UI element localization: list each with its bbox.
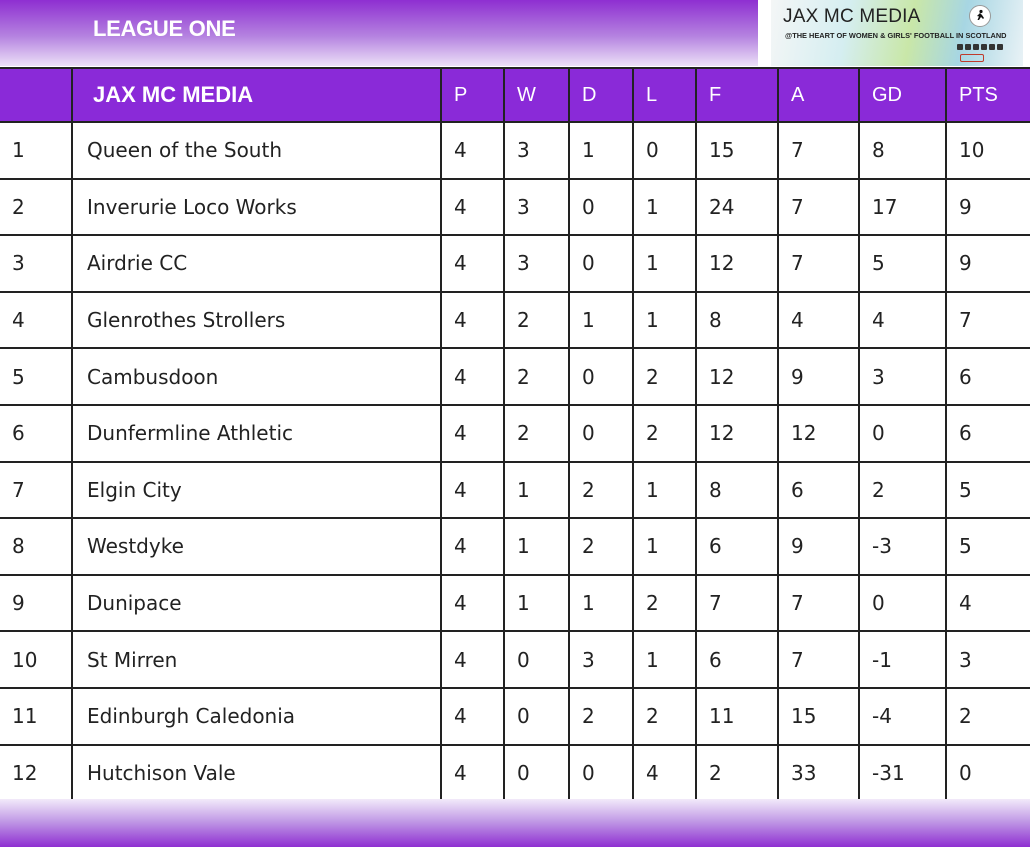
cell-played: 4 bbox=[441, 745, 504, 802]
table-row bbox=[0, 631, 1030, 688]
cell-points: 3 bbox=[946, 631, 1030, 688]
cell-won: 2 bbox=[504, 348, 569, 405]
table-row bbox=[0, 462, 1030, 519]
cell-against: 9 bbox=[778, 518, 859, 575]
cell-lost: 2 bbox=[633, 575, 696, 632]
cell-goal-difference: 0 bbox=[859, 405, 946, 462]
cell-for: 12 bbox=[696, 405, 778, 462]
cell-played: 4 bbox=[441, 348, 504, 405]
cell-goal-difference: -1 bbox=[859, 631, 946, 688]
cell-team: Dunipace bbox=[72, 575, 441, 632]
table-row bbox=[0, 518, 1030, 575]
cell-against: 9 bbox=[778, 348, 859, 405]
column-header-drawn: D bbox=[569, 68, 633, 122]
cell-for: 7 bbox=[696, 575, 778, 632]
cell-position: 11 bbox=[0, 688, 72, 745]
cell-against: 7 bbox=[778, 179, 859, 236]
column-header-played: P bbox=[441, 68, 504, 122]
social-icon bbox=[981, 44, 987, 50]
cell-goal-difference: -4 bbox=[859, 688, 946, 745]
cell-won: 3 bbox=[504, 122, 569, 179]
cell-won: 1 bbox=[504, 518, 569, 575]
cell-against: 6 bbox=[778, 462, 859, 519]
cell-position: 10 bbox=[0, 631, 72, 688]
social-icons bbox=[957, 44, 1003, 50]
cell-lost: 4 bbox=[633, 745, 696, 802]
cell-lost: 2 bbox=[633, 348, 696, 405]
column-header-for: F bbox=[696, 68, 778, 122]
cell-won: 0 bbox=[504, 631, 569, 688]
logo-title: JAX MC MEDIA bbox=[783, 6, 921, 27]
cell-lost: 1 bbox=[633, 462, 696, 519]
cell-team: Dunfermline Athletic bbox=[72, 405, 441, 462]
cell-played: 4 bbox=[441, 631, 504, 688]
cell-position: 5 bbox=[0, 348, 72, 405]
cell-points: 6 bbox=[946, 348, 1030, 405]
table-row bbox=[0, 179, 1030, 236]
cell-against: 4 bbox=[778, 292, 859, 349]
cell-points: 6 bbox=[946, 405, 1030, 462]
league-title: LEAGUE ONE bbox=[93, 16, 236, 41]
cell-played: 4 bbox=[441, 462, 504, 519]
player-silhouette-icon bbox=[974, 9, 986, 21]
column-header-against: A bbox=[778, 68, 859, 122]
logo-tagline: @THE HEART OF WOMEN & GIRLS' FOOTBALL IN SCOTLAND bbox=[785, 31, 1007, 40]
cell-for: 12 bbox=[696, 235, 778, 292]
cell-won: 0 bbox=[504, 745, 569, 802]
cell-drawn: 0 bbox=[569, 348, 633, 405]
cell-team: Edinburgh Caledonia bbox=[72, 688, 441, 745]
brand-logo bbox=[771, 0, 1023, 66]
cell-position: 4 bbox=[0, 292, 72, 349]
cell-position: 12 bbox=[0, 745, 72, 802]
cell-team: Cambusdoon bbox=[72, 348, 441, 405]
cell-played: 4 bbox=[441, 235, 504, 292]
cell-points: 4 bbox=[946, 575, 1030, 632]
table-row bbox=[0, 688, 1030, 745]
cell-for: 11 bbox=[696, 688, 778, 745]
cell-played: 4 bbox=[441, 575, 504, 632]
cell-points: 5 bbox=[946, 518, 1030, 575]
cell-position: 7 bbox=[0, 462, 72, 519]
cell-lost: 1 bbox=[633, 631, 696, 688]
cell-for: 6 bbox=[696, 518, 778, 575]
cell-goal-difference: -31 bbox=[859, 745, 946, 802]
cell-points: 7 bbox=[946, 292, 1030, 349]
cell-drawn: 1 bbox=[569, 122, 633, 179]
social-icon bbox=[957, 44, 963, 50]
cell-team: St Mirren bbox=[72, 631, 441, 688]
cell-team: Queen of the South bbox=[72, 122, 441, 179]
cell-won: 2 bbox=[504, 405, 569, 462]
cell-for: 8 bbox=[696, 292, 778, 349]
cell-played: 4 bbox=[441, 518, 504, 575]
cell-goal-difference: -3 bbox=[859, 518, 946, 575]
cell-lost: 0 bbox=[633, 122, 696, 179]
cell-team: Airdrie CC bbox=[72, 235, 441, 292]
cell-drawn: 1 bbox=[569, 575, 633, 632]
cell-against: 7 bbox=[778, 235, 859, 292]
table-row bbox=[0, 292, 1030, 349]
cell-goal-difference: 5 bbox=[859, 235, 946, 292]
cell-drawn: 2 bbox=[569, 688, 633, 745]
cell-lost: 1 bbox=[633, 235, 696, 292]
standings-table bbox=[0, 67, 1030, 802]
cell-lost: 1 bbox=[633, 292, 696, 349]
cell-goal-difference: 17 bbox=[859, 179, 946, 236]
cell-team: Elgin City bbox=[72, 462, 441, 519]
cell-points: 9 bbox=[946, 179, 1030, 236]
cell-played: 4 bbox=[441, 688, 504, 745]
cell-team: Inverurie Loco Works bbox=[72, 179, 441, 236]
social-icon bbox=[973, 44, 979, 50]
cell-against: 33 bbox=[778, 745, 859, 802]
cell-points: 0 bbox=[946, 745, 1030, 802]
cell-goal-difference: 8 bbox=[859, 122, 946, 179]
cell-played: 4 bbox=[441, 292, 504, 349]
cell-won: 3 bbox=[504, 179, 569, 236]
cell-against: 7 bbox=[778, 631, 859, 688]
social-icon bbox=[965, 44, 971, 50]
cell-won: 2 bbox=[504, 292, 569, 349]
cell-won: 1 bbox=[504, 462, 569, 519]
bottom-banner bbox=[0, 799, 1030, 847]
cell-played: 4 bbox=[441, 179, 504, 236]
cell-for: 15 bbox=[696, 122, 778, 179]
cell-against: 7 bbox=[778, 575, 859, 632]
cell-drawn: 2 bbox=[569, 462, 633, 519]
cell-played: 4 bbox=[441, 405, 504, 462]
column-header-lost: L bbox=[633, 68, 696, 122]
cell-team: Hutchison Vale bbox=[72, 745, 441, 802]
cell-lost: 2 bbox=[633, 688, 696, 745]
cell-won: 3 bbox=[504, 235, 569, 292]
cell-goal-difference: 4 bbox=[859, 292, 946, 349]
cell-position: 9 bbox=[0, 575, 72, 632]
cell-position: 1 bbox=[0, 122, 72, 179]
table-body bbox=[0, 122, 1030, 801]
cell-won: 1 bbox=[504, 575, 569, 632]
table-header-row bbox=[0, 68, 1030, 122]
table-row bbox=[0, 405, 1030, 462]
cell-for: 24 bbox=[696, 179, 778, 236]
cell-against: 12 bbox=[778, 405, 859, 462]
cell-for: 8 bbox=[696, 462, 778, 519]
cell-position: 2 bbox=[0, 179, 72, 236]
cell-against: 7 bbox=[778, 122, 859, 179]
table-row bbox=[0, 575, 1030, 632]
cell-position: 8 bbox=[0, 518, 72, 575]
top-banner bbox=[0, 0, 758, 66]
cell-drawn: 0 bbox=[569, 405, 633, 462]
cell-for: 6 bbox=[696, 631, 778, 688]
cell-goal-difference: 0 bbox=[859, 575, 946, 632]
cell-points: 10 bbox=[946, 122, 1030, 179]
partner-badge-icon bbox=[960, 54, 984, 62]
cell-against: 15 bbox=[778, 688, 859, 745]
cell-points: 5 bbox=[946, 462, 1030, 519]
cell-lost: 1 bbox=[633, 518, 696, 575]
cell-drawn: 0 bbox=[569, 745, 633, 802]
social-icon bbox=[989, 44, 995, 50]
cell-lost: 1 bbox=[633, 179, 696, 236]
table-row bbox=[0, 745, 1030, 802]
cell-drawn: 2 bbox=[569, 518, 633, 575]
cell-lost: 2 bbox=[633, 405, 696, 462]
cell-for: 2 bbox=[696, 745, 778, 802]
table-row bbox=[0, 348, 1030, 405]
cell-goal-difference: 3 bbox=[859, 348, 946, 405]
column-header-points: PTS bbox=[946, 68, 1030, 122]
table-row bbox=[0, 235, 1030, 292]
column-header-position bbox=[0, 68, 72, 122]
cell-won: 0 bbox=[504, 688, 569, 745]
column-header-team: JAX MC MEDIA bbox=[72, 68, 441, 122]
cell-team: Westdyke bbox=[72, 518, 441, 575]
cell-drawn: 0 bbox=[569, 179, 633, 236]
social-icon bbox=[997, 44, 1003, 50]
cell-played: 4 bbox=[441, 122, 504, 179]
cell-drawn: 1 bbox=[569, 292, 633, 349]
cell-points: 9 bbox=[946, 235, 1030, 292]
cell-goal-difference: 2 bbox=[859, 462, 946, 519]
table-row bbox=[0, 122, 1030, 179]
column-header-won: W bbox=[504, 68, 569, 122]
cell-drawn: 3 bbox=[569, 631, 633, 688]
cell-points: 2 bbox=[946, 688, 1030, 745]
cell-position: 3 bbox=[0, 235, 72, 292]
cell-position: 6 bbox=[0, 405, 72, 462]
column-header-goal-difference: GD bbox=[859, 68, 946, 122]
cell-team: Glenrothes Strollers bbox=[72, 292, 441, 349]
cell-for: 12 bbox=[696, 348, 778, 405]
cell-drawn: 0 bbox=[569, 235, 633, 292]
